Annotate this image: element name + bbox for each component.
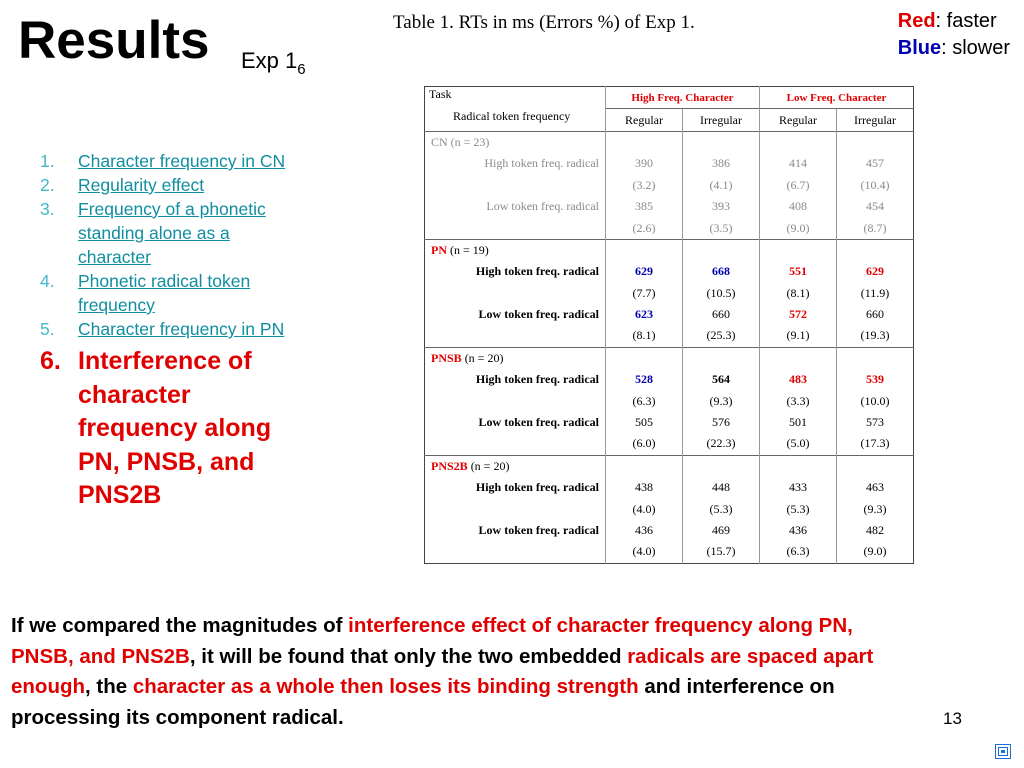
empty-cell [606,347,683,369]
error-cell: (2.6) [606,217,683,239]
rt-cell: 433 [760,477,837,498]
row-label-low: Low token freq. radical [478,415,599,430]
empty-label [425,217,606,239]
group-name: CN [431,134,448,149]
rt-cell: 386 [683,153,760,174]
rt-cell: 629 [606,261,683,282]
empty-label [425,325,606,347]
color-legend [898,8,1010,62]
error-cell: (4.1) [683,175,760,196]
rt-cell: 390 [606,153,683,174]
rt-cell: 483 [760,369,837,390]
group-label [425,347,606,369]
outline-number: 1. [40,151,55,171]
group-n: (n = 23) [450,134,490,149]
rt-cell: 501 [760,412,837,433]
row-label-low: Low token freq. radical [478,523,599,537]
rt-cell: 623 [606,304,683,325]
error-cell: (10.0) [837,390,914,411]
group-n: (n = 20) [464,350,504,365]
rt-cell: 668 [683,261,760,282]
row-label-high: High token freq. radical [475,480,599,495]
empty-cell [837,347,914,369]
legend-blue-meaning: : slower [941,37,1010,59]
empty-cell [683,239,760,261]
error-cell: (4.0) [606,498,683,519]
rt-cell: 414 [760,153,837,174]
row-label-high: High token freq. radical [475,264,599,279]
empty-cell [760,455,837,477]
rt-cell: 660 [683,304,760,325]
error-cell: (4.0) [606,541,683,563]
group-n: (n = 20) [470,458,510,473]
error-cell: (19.3) [837,325,914,347]
results-table-container [424,86,914,564]
table-caption: Table 1. RTs in ms (Errors %) of Exp 1. [393,12,695,33]
outline-item [40,173,298,197]
error-cell: (3.3) [760,390,837,411]
header-radical: Radical token frequency [453,109,571,123]
rt-cell: 469 [683,520,760,541]
outline-item [40,149,298,173]
legend-blue-word: Blue [897,37,942,59]
error-cell: (10.4) [837,175,914,196]
rt-cell: 539 [837,369,914,390]
subtitle-main: Exp 1 [241,48,298,73]
rt-cell: 564 [683,369,760,390]
para-text: If we compared the magnitudes of [11,614,349,637]
error-cell: (3.2) [606,175,683,196]
empty-cell [606,455,683,477]
rt-cell: 457 [837,153,914,174]
error-cell: (6.0) [606,433,683,455]
group-name: PNS2B [431,458,468,473]
group-label [425,131,606,153]
error-cell: (6.3) [606,390,683,411]
outline-number: 3. [40,199,55,219]
rt-cell: 463 [837,477,914,498]
empty-label [425,498,606,519]
error-cell: (9.3) [837,498,914,519]
error-cell: (3.5) [683,217,760,239]
error-cell: (5.3) [760,498,837,519]
empty-cell [760,131,837,153]
error-cell: (7.7) [606,283,683,304]
rt-cell: 660 [837,304,914,325]
return-icon[interactable] [995,744,1011,759]
outline-number: 2. [40,175,55,195]
group-name: PNSB [431,350,462,365]
rt-cell: 454 [837,196,914,217]
conclusion-paragraph [11,611,911,733]
error-cell: (6.7) [760,175,837,196]
error-cell: (5.0) [760,433,837,455]
header-high-freq: High Freq. Character [606,87,760,109]
rt-cell: 385 [606,196,683,217]
rt-cell: 393 [683,196,760,217]
error-cell: (15.7) [683,541,760,563]
empty-label [425,433,606,455]
empty-cell [837,131,914,153]
error-cell: (8.7) [837,217,914,239]
rt-cell: 482 [837,520,914,541]
header-low-freq: Low Freq. Character [760,87,914,109]
row-label-low: Low token freq. radical [478,307,599,322]
empty-cell [683,131,760,153]
error-cell: (9.3) [683,390,760,411]
rt-cell: 505 [606,412,683,433]
slide-title: Results [18,11,210,70]
error-cell: (5.3) [683,498,760,519]
outline-number: 4. [40,271,55,291]
subtitle-subscript: 6 [297,61,306,78]
rt-cell: 436 [760,520,837,541]
rt-cell: 438 [606,477,683,498]
header-irregular: Irregular [837,109,914,131]
results-table [424,86,914,564]
para-highlight: interference effect of character frequency along PN, PNSB, and PNS2B [11,614,853,668]
legend-red-word: Red [897,10,936,32]
outline-item [40,269,298,317]
rt-cell: 572 [760,304,837,325]
group-name: PN [431,242,447,257]
error-cell: (22.3) [683,433,760,455]
slide-subtitle [241,50,306,77]
error-cell: (9.0) [837,541,914,563]
rt-cell: 436 [606,520,683,541]
rt-cell: 576 [683,412,760,433]
rt-cell: 629 [837,261,914,282]
outline-item [40,197,298,269]
error-cell: (10.5) [683,283,760,304]
empty-label [425,541,606,563]
header-regular: Regular [606,109,683,131]
outline-link-phonetic-standalone[interactable]: Frequency of a phonetic standing alone as a character [78,199,266,267]
empty-cell [606,239,683,261]
outline-item-current [40,345,298,513]
group-label [425,239,606,261]
error-cell: (25.3) [683,325,760,347]
para-highlight: character as a whole then loses its binding strength [132,675,639,698]
error-cell: (9.1) [760,325,837,347]
error-cell: (8.1) [760,283,837,304]
outline-link-cn-frequency[interactable]: Character frequency in CN [78,151,286,171]
legend-red-meaning: : faster [935,10,997,32]
outline-number: 6. [40,347,61,375]
error-cell: (17.3) [837,433,914,455]
empty-label [425,283,606,304]
row-label-low: Low token freq. radical [486,199,599,214]
error-cell: (6.3) [760,541,837,563]
group-label [425,455,606,477]
outline-item [40,317,298,341]
rt-cell: 551 [760,261,837,282]
header-regular: Regular [760,109,837,131]
rt-cell: 573 [837,412,914,433]
para-highlight: radicals are spaced apart enough [11,644,874,698]
outline-link-regularity[interactable]: Regularity effect [78,175,205,195]
empty-cell [760,239,837,261]
empty-cell [837,239,914,261]
page-number: 13 [943,709,962,728]
empty-label [425,175,606,196]
outline-list [40,149,298,513]
error-cell: (11.9) [837,283,914,304]
rt-cell: 408 [760,196,837,217]
para-text: , the [85,675,133,698]
empty-cell [760,347,837,369]
empty-cell [683,455,760,477]
empty-cell [606,131,683,153]
group-n: (n = 19) [450,242,489,257]
header-irregular: Irregular [683,109,760,131]
rt-cell: 448 [683,477,760,498]
error-cell: (9.0) [760,217,837,239]
outline-link-pn-frequency[interactable]: Character frequency in PN [78,319,285,339]
empty-cell [683,347,760,369]
outline-link-token-frequency[interactable]: Phonetic radical token frequency [78,271,251,315]
rt-cell: 528 [606,369,683,390]
header-task-cell [425,87,606,132]
outline-current-topic: Interference of character frequency along PN, PNSB, and PNS2B [78,347,272,509]
error-cell: (8.1) [606,325,683,347]
empty-label [425,390,606,411]
header-task: Task [429,87,452,101]
row-label-high: High token freq. radical [475,372,599,387]
empty-cell [837,455,914,477]
outline-number: 5. [40,319,55,339]
para-text: and interference on processing its component radical. [11,675,835,729]
row-label-high: High token freq. radical [484,156,599,171]
para-text: , it will be found that only the two embedded [189,644,628,668]
